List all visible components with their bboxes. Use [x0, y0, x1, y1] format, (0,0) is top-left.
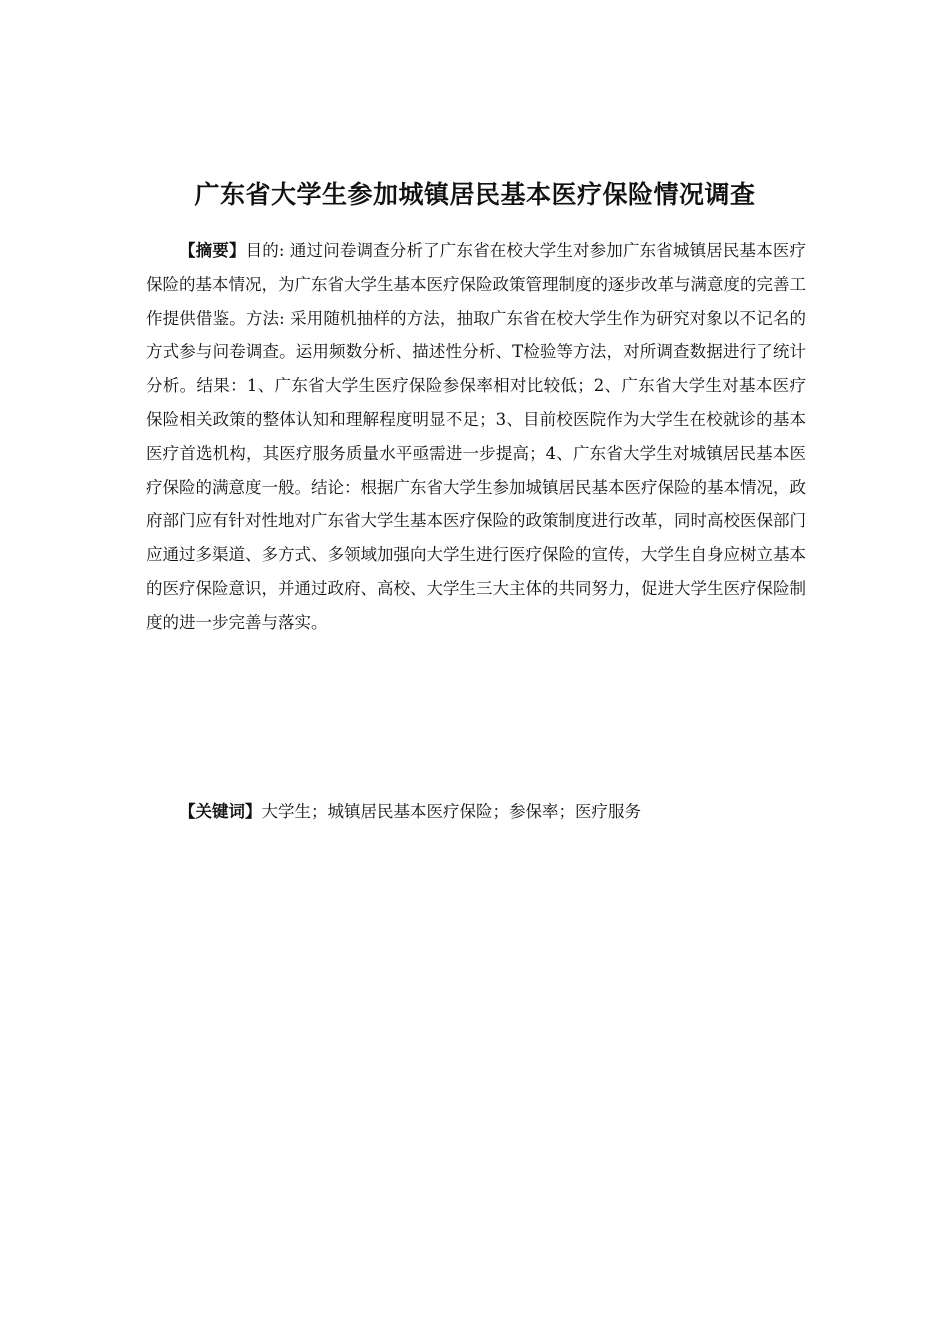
abstract-text: 目的: 通过问卷调查分析了广东省在校大学生对参加广东省城镇居民基本医疗保险的基本情况，为广东省大学生基本医疗保险政策管理制度的逐步改革与满意度的完善工作提供借鉴。方法: 采用随机抽样的方法，抽取广东省在校大学生作为研究对象以不记名的方式参与问卷调查。运用频数分析、描述性分析、T检验等方法，对所调查数据进行了统计分析。结果：1、广东省大学生医疗保险参保率相对比较低；2、广东省大学生对基本医疗保险相关政策的整体认知和理解程度明显不足；3、目前校医院作为大学生在校就诊的基本医疗首选机构，其医疗服务质量水平亟需进一步提高；4、广东省大学生对城镇居民基本医疗保险的满意度一般。结论：根据广东省大学生参加城镇居民基本医疗保险的基本情况，政府部门应有针对性地对广东省大学生基本医疗保险的政策制度进行改革，同时高校医保部门应通过多渠道、多方式、多领域加强向大学生进行医疗保险的宣传，大学生自身应树立基本的医疗保险意识，并通过政府、高校、大学生三大主体的共同努力，促进大学生医疗保险制度的进一步完善与落实。 — [146, 241, 807, 632]
keywords-text: 大学生；城镇居民基本医疗保险；参保率；医疗服务 — [261, 802, 641, 821]
keywords-label: 【关键词】 — [179, 802, 262, 821]
abstract-paragraph — [146, 234, 806, 640]
keywords-paragraph — [146, 795, 806, 828]
paper-title: 广东省大学生参加城镇居民基本医疗保险情况调查 — [194, 179, 756, 209]
abstract-label: 【摘要】 — [179, 241, 246, 260]
